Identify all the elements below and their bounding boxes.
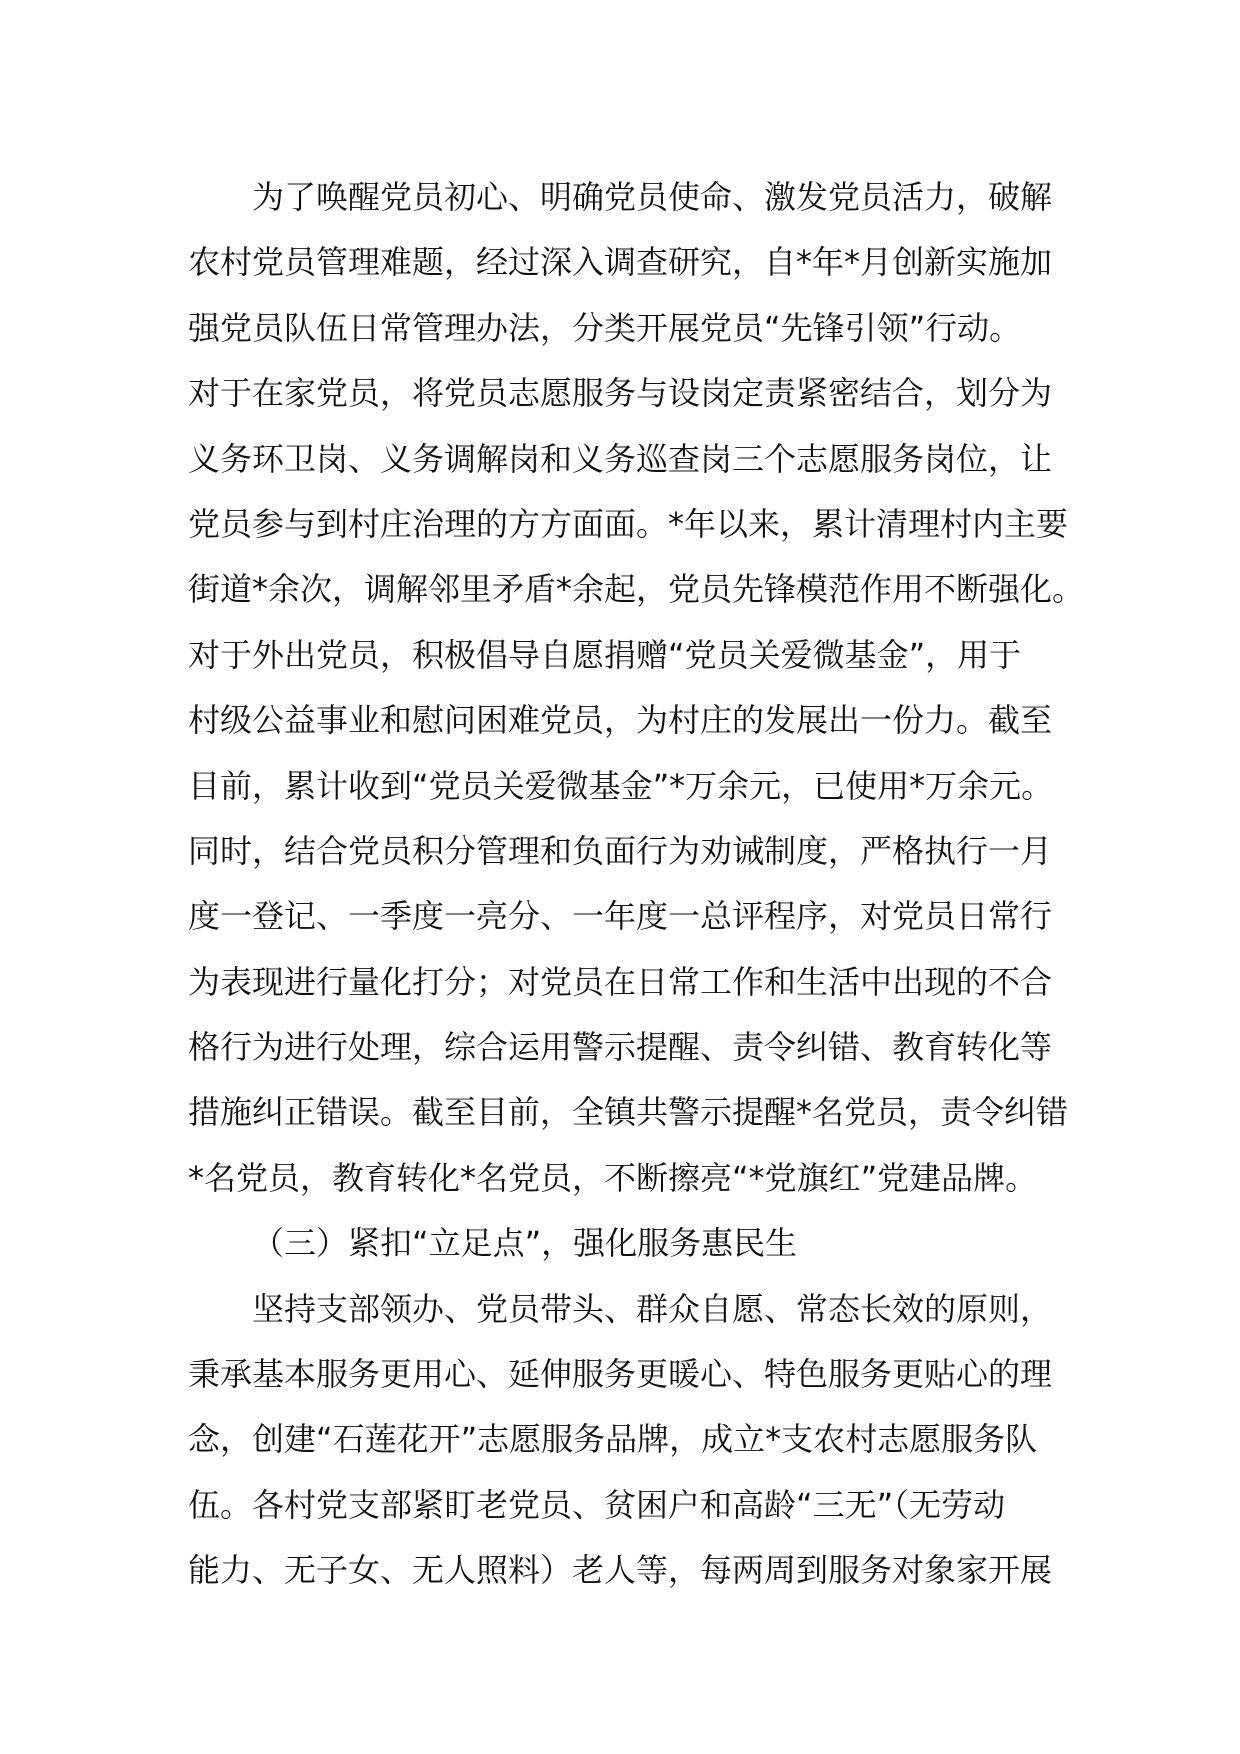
body-text [188, 165, 1085, 1604]
paragraph-line: 同时，结合党员积分管理和负面行为劝诫制度，严格执行一月 [188, 831, 1053, 870]
paragraph-line: 党员参与到村庄治理的方方面面。*年以来，累计清理村内主要 [188, 504, 1069, 543]
paragraph-line: 秉承基本服务更用心、延伸服务更暖心、特色服务更贴心的理 [188, 1355, 1053, 1394]
paragraph-line: 为了唤醒党员初心、明确党员使命、激发党员活力，破解 [252, 178, 1053, 216]
paragraph-line: 村级公益事业和慰问困难党员，为村庄的发展出一份力。截至 [188, 701, 1053, 740]
paragraph-line: 度一登记、一季度一亮分、一年度一总评程序，对党员日常行 [188, 897, 1053, 936]
paragraph-line: *名党员，教育转化*名党员，不断擦亮“*党旗红”党建品牌。 [188, 1158, 1038, 1197]
paragraph-line: 义务环卫岗、义务调解岗和义务巡查岗三个志愿服务岗位，让 [188, 439, 1053, 478]
section-heading: （三）紧扣“立足点”，强化服务惠民生 [252, 1224, 798, 1263]
paragraph-line: 对于在家党员，将党员志愿服务与设岗定责紧密结合，划分为 [188, 374, 1053, 413]
paragraph-line: 为表现进行量化打分；对党员在日常工作和生活中出现的不合 [188, 962, 1053, 1001]
paragraph-line: 措施纠正错误。截至目前，全镇共警示提醒*名党员，责令纠错 [188, 1093, 1069, 1132]
paragraph-line: 坚持支部领办、党员带头、群众自愿、常态长效的原则， [252, 1289, 1053, 1328]
paragraph-line: 念，创建“石莲花开”志愿服务品牌，成立*支农村志愿服务队 [188, 1420, 1038, 1459]
paragraph-line: 伍。各村党支部紧盯老党员、贫困户和高龄“三无”（无劳动 [188, 1485, 1006, 1524]
paragraph-line: 对于外出党员，积极倡导自愿捐赠“党员关爱微基金”，用于 [188, 635, 1022, 674]
paragraph-line: 能力、无子女、无人照料）老人等，每两周到服务对象家开展 [188, 1551, 1053, 1590]
paragraph-line: 街道*余次，调解邻里矛盾*余起，党员先锋模范作用不断强化。 [188, 570, 1085, 609]
paragraph-line: 强党员队伍日常管理办法，分类开展党员“先锋引领”行动。 [188, 308, 1022, 347]
paragraph-line: 目前，累计收到“党员关爱微基金”*万余元，已使用*万余元。 [188, 766, 1054, 805]
paragraph-line: 格行为进行处理，综合运用警示提醒、责令纠错、教育转化等 [188, 1028, 1053, 1067]
paragraph-line: 农村党员管理难题，经过深入调查研究，自*年*月创新实施加 [188, 243, 1053, 282]
